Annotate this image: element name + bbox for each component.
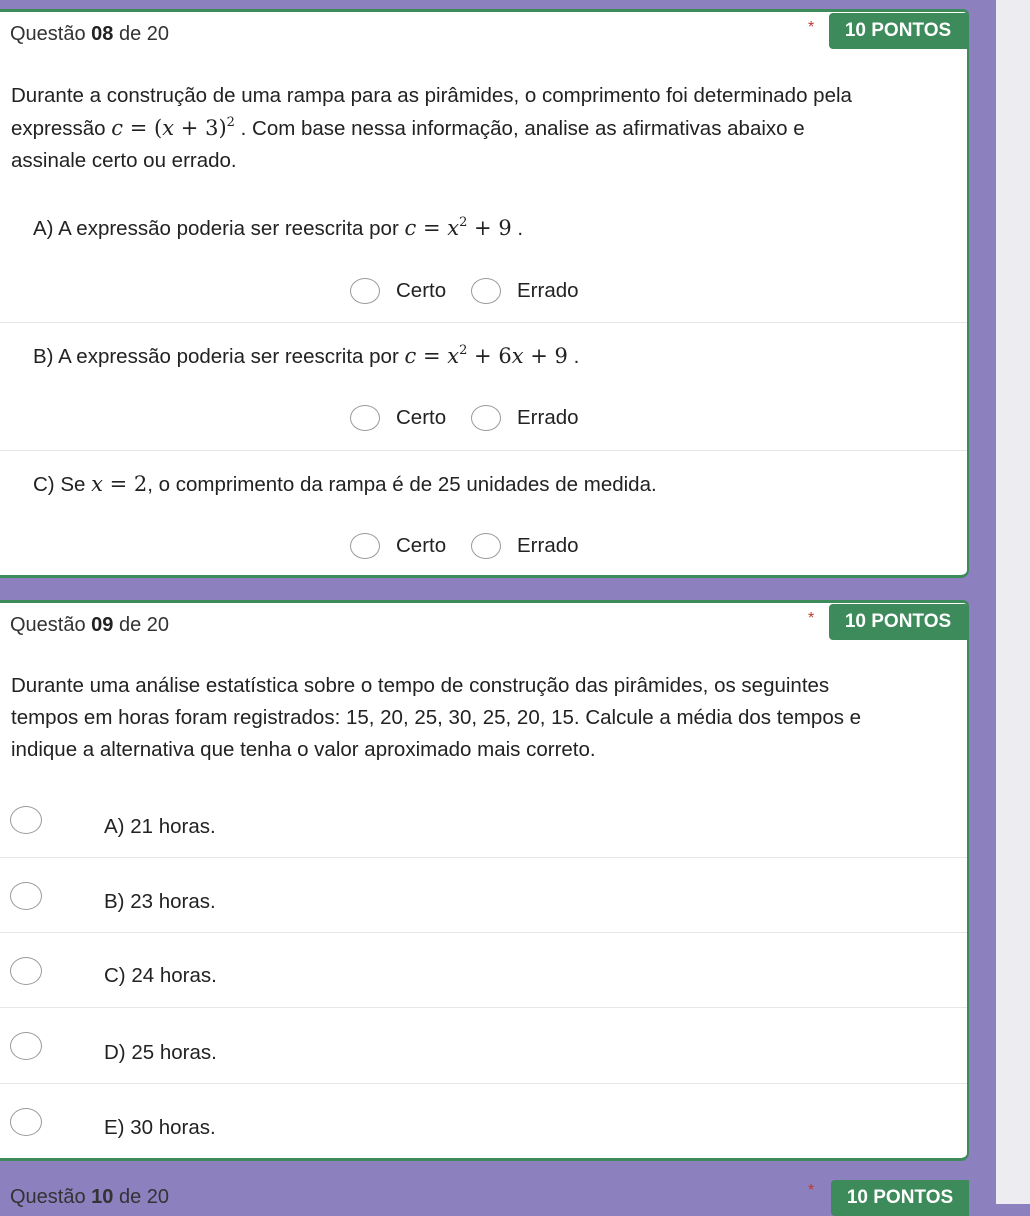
statement-c-certo-option[interactable]: Certo <box>350 533 446 559</box>
question-number-label: Questão 10 de 20 <box>10 1186 170 1208</box>
required-asterisk: * <box>808 1182 815 1199</box>
statement-a-errado-option[interactable]: Errado <box>471 278 579 304</box>
points-badge: 10 PONTOS <box>829 604 967 640</box>
divider <box>0 1083 967 1084</box>
statement-b-errado-option[interactable]: Errado <box>471 405 579 431</box>
radio-circle-icon[interactable] <box>10 882 42 910</box>
radio-circle-icon[interactable] <box>10 1032 42 1060</box>
required-asterisk: * <box>808 610 815 627</box>
divider <box>0 322 967 323</box>
points-badge: 10 PONTOS <box>829 13 967 49</box>
radio-circle-icon[interactable] <box>350 533 380 559</box>
statement-a: A) A expressão poderia ser reescrita por $c = x^2 + 9$ . <box>33 215 524 240</box>
question-header <box>0 603 967 647</box>
radio-circle-icon[interactable] <box>471 278 501 304</box>
question-prompt: Durante uma análise estatística sobre o tempo de construção das pirâmides, os seguintes tempos em horas foram registrados: 15, 20, 25, 30, 25, 20, 15. Calcule a média dos tempos e indique a alternativa que tenha o valor aproximado mais correto. <box>11 674 862 761</box>
question-card-09: Questão 09 de 20 * 10 PONTOS Durante uma análise estatística sobre o tempo de construção das pirâmides, os seguintes tempos em horas foram registrados: 15, 20, 25, 30, 25, 20, 15. Calcule a média dos tempos e indique a alternativa que tenha o valor aproximado mais correto. A) 21 horas. B) 23 horas. C) 24 horas. D) 25 horas. E) 30 horas. <box>0 600 969 1161</box>
divider <box>0 932 967 933</box>
radio-circle-icon[interactable] <box>10 957 42 985</box>
required-asterisk: * <box>808 19 815 36</box>
radio-circle-icon[interactable] <box>350 405 380 431</box>
radio-circle-icon[interactable] <box>471 533 501 559</box>
question-number-label: Questão 08 de 20 <box>10 23 170 45</box>
statement-c-errado-option[interactable]: Errado <box>471 533 579 559</box>
statement-b: B) A expressão poderia ser reescrita por $c = x^2 + 6x + 9$ . <box>33 343 580 368</box>
radio-circle-icon[interactable] <box>471 405 501 431</box>
expression-c-equals-x-plus-3-squared: $c = (x + 3)^2$ <box>111 115 235 140</box>
question-header <box>0 12 967 56</box>
divider <box>0 450 967 451</box>
question-card-08 <box>0 9 969 578</box>
radio-circle-icon[interactable] <box>10 1108 42 1136</box>
statement-b-certo-option[interactable]: Certo <box>350 405 446 431</box>
points-badge: 10 PONTOS <box>831 1180 969 1216</box>
right-scroll-gutter <box>996 0 1030 1204</box>
divider <box>0 857 967 858</box>
radio-circle-icon[interactable] <box>350 278 380 304</box>
radio-circle-icon[interactable] <box>10 806 42 834</box>
question-number-label: Questão 09 de 20 <box>10 614 170 636</box>
question-prompt: Durante a construção de uma rampa para as pirâmides, o comprimento foi determinado pela expressão $c = (x + 3)^2$ . Com base nessa informação, analise as afirmativas abaixo e assinale certo ou errado. <box>11 84 852 172</box>
divider <box>0 1007 967 1008</box>
statement-a-certo-option[interactable]: Certo <box>350 278 446 304</box>
statement-c: C) Se x = 2, o comprimento da rampa é de 25 unidades de medida. <box>33 472 657 496</box>
